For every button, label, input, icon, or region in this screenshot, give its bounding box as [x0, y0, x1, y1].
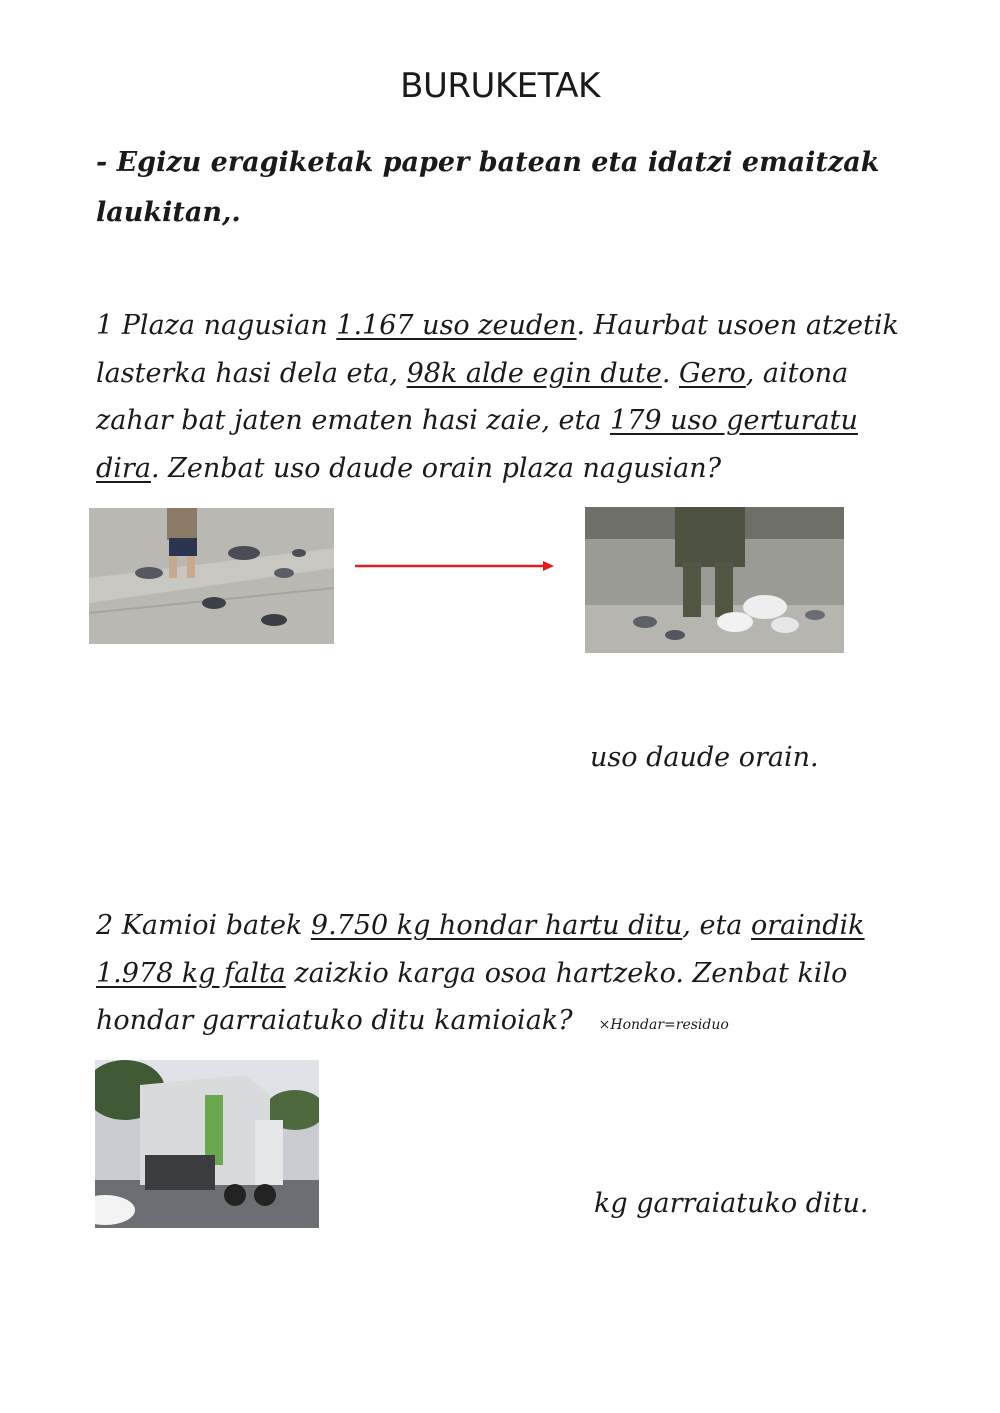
- footnote-hondar: ×Hondar=residuo: [598, 1017, 729, 1033]
- problem-1-answer-text: uso daude orain.: [590, 742, 819, 773]
- problem-2-answer-text: kg garraiatuko ditu.: [594, 1188, 869, 1219]
- garbage-truck-photo: [95, 1060, 319, 1228]
- problem-2-underline-2: oraindik 1.978 kg falta: [96, 910, 865, 989]
- problem-1-text: 1 Plaza nagusian 1.167 uso zeuden. Haurbat usoen atzetik lasterka hasi dela eta, 98k alde egin dute. Gero, aitona zahar bat jaten ematen hasi zaie, eta 179 uso gerturatu dira. Zenbat uso daude orain plaza nagusian?: [96, 310, 899, 484]
- arrow-right-icon: [355, 558, 555, 574]
- old-man-feeding-pigeons-photo: [585, 507, 844, 653]
- page-title: BURUKETAK: [400, 66, 600, 106]
- problem-2-text: 2 Kamioi batek 9.750 kg hondar hartu ditu, eta oraindik 1.978 kg falta zaizkio karga osoa hartzeko. Zenbat kilo hondar garraiatuko ditu kamioiak? ×Hondar=residuo: [96, 910, 865, 1036]
- problem-1-underline-2: 98k alde egin dute: [406, 357, 662, 389]
- instruction-text: - Egizu eragiketak paper batean eta idatzi emaitzak laukitan,.: [96, 147, 880, 228]
- problem-1-underline-4: 179 uso gerturatu dira: [96, 405, 858, 484]
- problem-2-underline-1: 9.750 kg hondar hartu ditu: [310, 910, 683, 941]
- problem-1-underline-1: 1.167 uso zeuden: [336, 310, 577, 341]
- problem-1-underline-3: Gero: [679, 357, 746, 389]
- pigeons-child-photo: [89, 508, 334, 644]
